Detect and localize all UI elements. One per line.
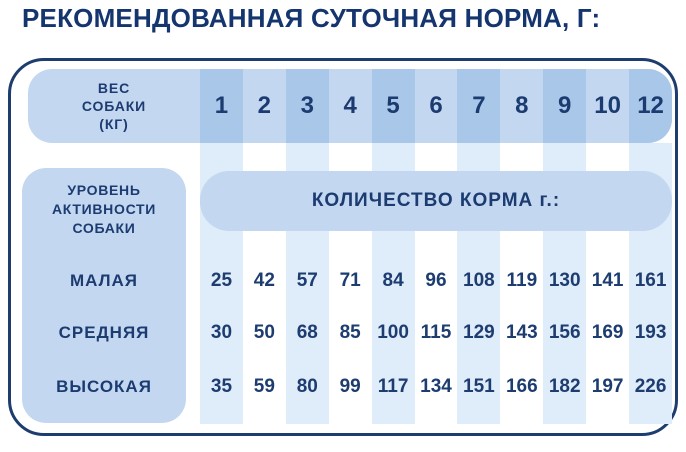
activity-row-label-low: МАЛАЯ	[69, 271, 139, 290]
cell-high-8: 166	[505, 376, 538, 397]
cell-med-4: 85	[339, 322, 361, 343]
weight-col-4: 4	[343, 92, 357, 119]
cell-low-3: 57	[296, 270, 318, 291]
cell-med-6: 115	[420, 322, 452, 343]
table-row-high-activity	[200, 373, 672, 401]
cell-low-1: 25	[210, 270, 233, 291]
cell-low-12: 161	[634, 270, 667, 291]
table-row-medium-activity	[200, 319, 672, 347]
cell-low-9: 130	[548, 270, 581, 291]
activity-header-label	[22, 181, 186, 238]
cell-high-2: 59	[253, 376, 275, 397]
cell-high-12: 226	[634, 376, 667, 397]
weight-header-line3: (КГ)	[99, 116, 129, 133]
cell-high-9: 182	[548, 376, 581, 397]
cell-low-10: 141	[591, 270, 624, 291]
cell-high-3: 80	[296, 376, 318, 397]
activity-panel	[22, 168, 186, 423]
activity-row-label-medium: СРЕДНЯЯ	[58, 323, 150, 342]
cell-high-5: 117	[377, 376, 409, 397]
cell-high-6: 134	[420, 376, 452, 397]
cell-med-3: 68	[296, 322, 318, 343]
weight-header-line1: ВЕС	[97, 79, 131, 96]
cell-med-10: 169	[591, 322, 624, 343]
cell-low-7: 108	[463, 270, 495, 291]
weight-col-6: 6	[429, 92, 443, 119]
table-row-low-activity	[200, 267, 672, 295]
cell-med-1: 30	[210, 322, 233, 343]
cell-low-6: 96	[425, 270, 447, 291]
cell-med-12: 193	[634, 322, 667, 343]
weight-col-12: 12	[629, 69, 672, 143]
activity-header-line3: СОБАКИ	[72, 219, 136, 236]
food-amount-header: КОЛИЧЕСТВО КОРМА г.:	[200, 171, 672, 231]
cell-high-1: 35	[210, 376, 233, 397]
cell-high-7: 151	[463, 376, 495, 397]
page-title: РЕКОМЕНДОВАННАЯ СУТОЧНАЯ НОРМА, Г:	[22, 3, 601, 33]
weight-col-9: 9	[543, 69, 586, 143]
cell-high-4: 99	[339, 376, 361, 397]
cell-med-7: 129	[463, 322, 495, 343]
weight-columns	[200, 69, 672, 143]
weight-col-2: 2	[257, 92, 272, 119]
cell-med-5: 100	[377, 322, 409, 343]
weight-col-10: 10	[594, 92, 621, 119]
activity-row-label-high: ВЫСОКАЯ	[56, 377, 152, 396]
table-panel	[8, 58, 678, 436]
weight-col-1: 1	[200, 69, 243, 143]
cell-med-9: 156	[548, 322, 581, 343]
activity-header-line2: АКТИВНОСТИ	[51, 200, 157, 217]
cell-low-2: 42	[253, 270, 275, 291]
weight-col-5: 5	[372, 69, 415, 143]
cell-med-2: 50	[253, 322, 275, 343]
weight-col-7: 7	[457, 69, 500, 143]
weight-col-3: 3	[286, 69, 329, 143]
weight-header-row	[28, 69, 672, 143]
cell-low-8: 119	[506, 270, 538, 291]
cell-low-4: 71	[339, 270, 361, 291]
cell-low-5: 84	[382, 270, 404, 291]
activity-header-line1: УРОВЕНЬ	[67, 182, 141, 198]
cell-high-10: 197	[591, 376, 624, 397]
weight-header-label	[28, 69, 200, 143]
weight-col-8: 8	[515, 92, 529, 119]
weight-header-line2: СОБАКИ	[81, 97, 147, 114]
cell-med-8: 143	[505, 322, 538, 343]
